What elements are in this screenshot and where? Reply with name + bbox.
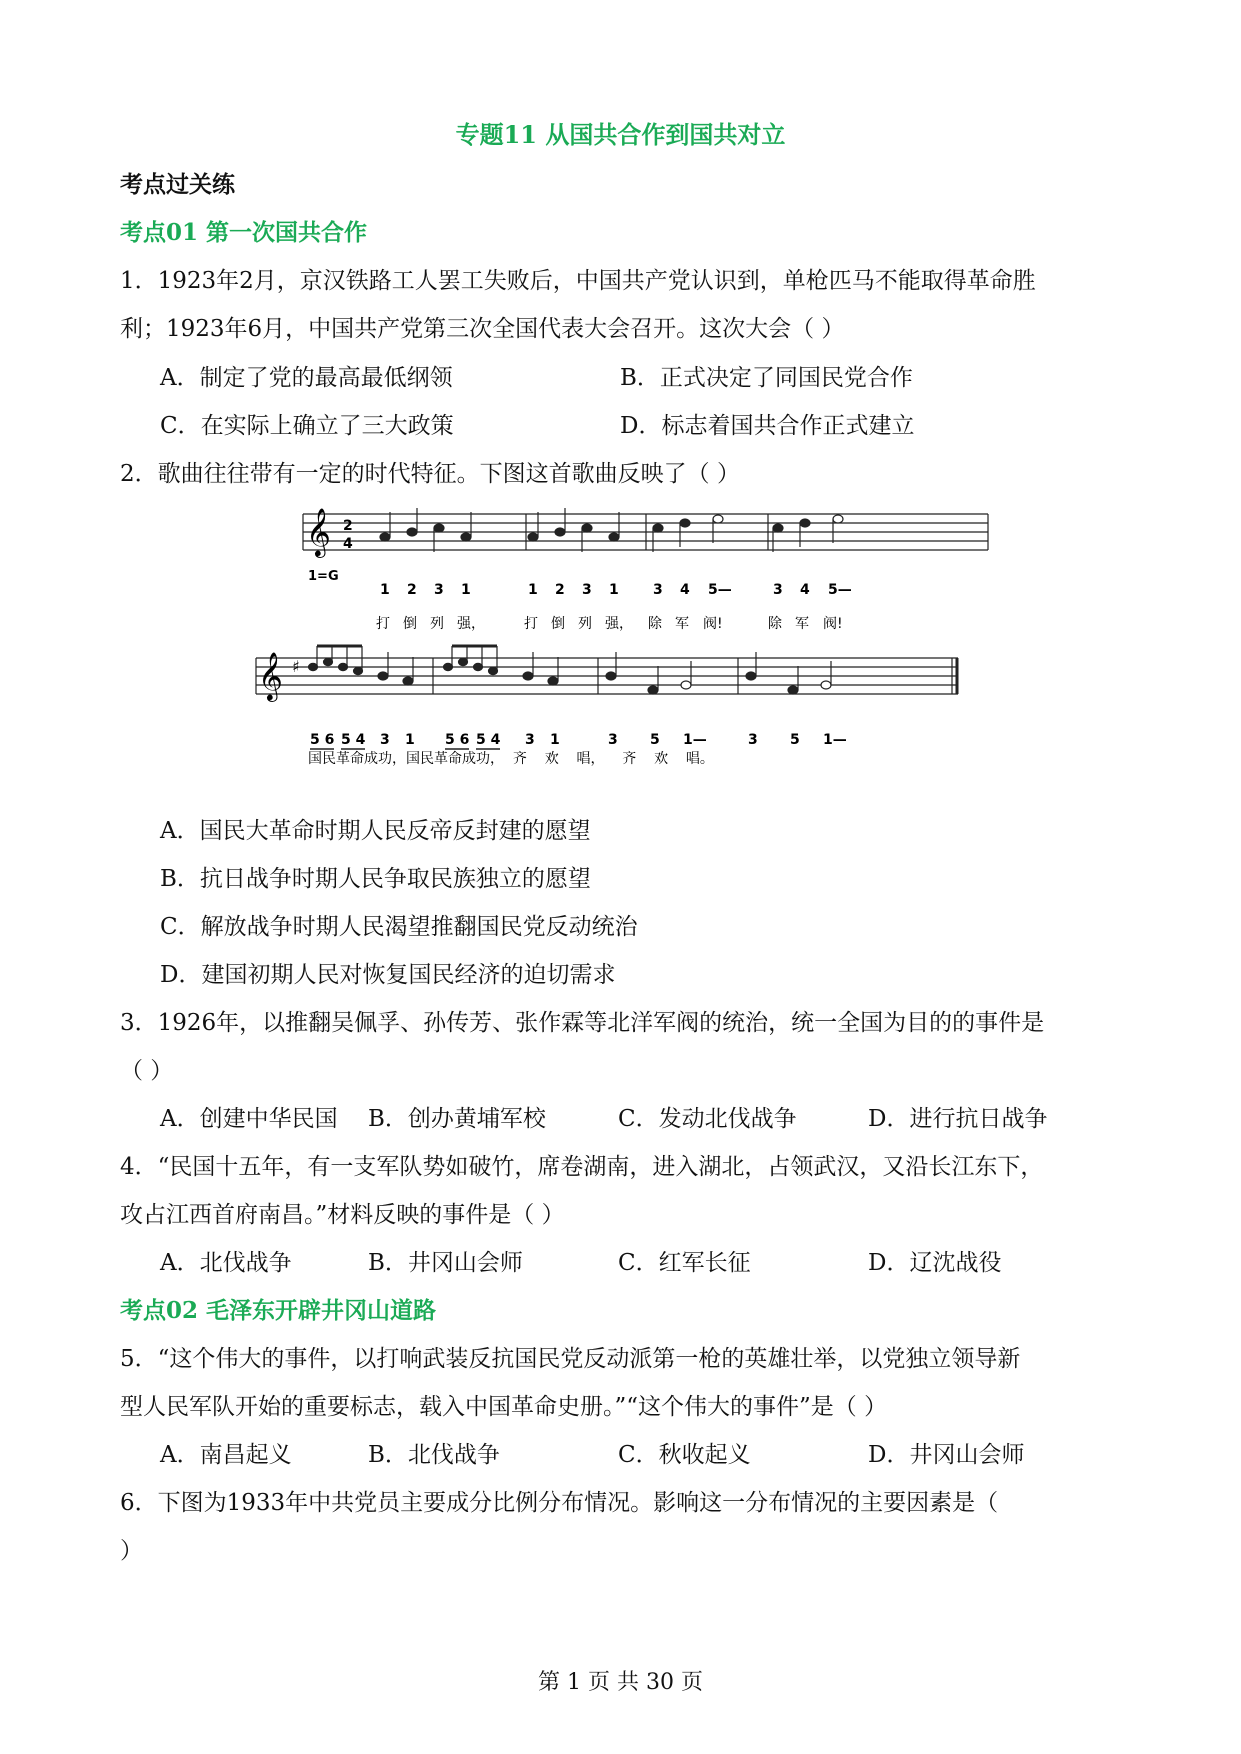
lyric-char: 列 xyxy=(578,616,592,632)
question-2-option-a[interactable]: A．国民大革命时期人民反帝反封建的愿望 xyxy=(160,818,591,844)
jianpu-number: 3 xyxy=(525,732,535,748)
jianpu-number: 1 xyxy=(405,732,415,748)
topic-heading-01: 考点01 第一次国共合作 xyxy=(120,219,368,246)
question-4-option-d[interactable]: D．辽沈战役 xyxy=(868,1250,1002,1276)
treble-clef-icon: 𝄞 xyxy=(306,507,331,556)
question-3-line1: 3．1926年，以推翻吴佩孚、孙传芳、张作霖等北洋军阀的统治，统一全国为目的的事件是 xyxy=(120,1010,1045,1036)
question-4-option-a[interactable]: A．北伐战争 xyxy=(160,1250,292,1276)
jianpu-number: 1— xyxy=(683,732,707,748)
question-1-option-a[interactable]: A．制定了党的最高最低纲领 xyxy=(160,365,453,391)
time-signature-top: 2 xyxy=(343,518,353,534)
question-2-line1: 2．歌曲往往带有一定的时代特征。下图这首歌曲反映了（ ） xyxy=(120,461,740,487)
question-1-option-d[interactable]: D．标志着国共合作正式建立 xyxy=(620,413,915,439)
jianpu-number: 3 xyxy=(773,582,783,598)
question-1-line2: 利；1923年6月，中国共产党第三次全国代表大会召开。这次大会（ ） xyxy=(120,316,845,342)
question-4-line2: 攻占江西首府南昌。”材料反映的事件是（ ） xyxy=(120,1202,565,1228)
jianpu-number: 2 xyxy=(555,582,565,598)
topic-heading-02: 考点02 毛泽东开辟井冈山道路 xyxy=(120,1297,437,1324)
jianpu-number: 1 xyxy=(380,582,390,598)
jianpu-number: 3 xyxy=(582,582,592,598)
lyric-char: 阀! xyxy=(703,616,723,632)
question-3-option-b[interactable]: B．创办黄埔军校 xyxy=(368,1106,546,1132)
question-2-option-c[interactable]: C．解放战争时期人民渴望推翻国民党反动统治 xyxy=(160,914,638,940)
lyric-char: 打 xyxy=(524,616,538,632)
question-3-option-c[interactable]: C．发动北伐战争 xyxy=(618,1106,797,1132)
key-signature-label: 1=G xyxy=(308,569,339,584)
jianpu-number: 5 xyxy=(650,732,660,748)
lyric-char: 强， xyxy=(457,616,485,632)
question-5-option-b[interactable]: B．北伐战争 xyxy=(368,1442,500,1468)
sharp-icon: ♯ xyxy=(292,657,300,676)
sheet-music-figure xyxy=(248,500,998,770)
lyric-char: 除 xyxy=(768,616,782,632)
jianpu-number: 4 xyxy=(800,582,810,598)
question-5-option-d[interactable]: D．井冈山会师 xyxy=(868,1442,1025,1468)
jianpu-number: 1 xyxy=(609,582,619,598)
lyric-char: 军 xyxy=(795,616,809,632)
jianpu-number: 1 xyxy=(550,732,560,748)
question-1-option-c[interactable]: C．在实际上确立了三大政策 xyxy=(160,413,454,439)
lyrics-row-2: 国民革命成功，国民革命成功， 齐 欢 唱， 齐 欢 唱。 xyxy=(308,751,714,767)
jianpu-number: 5— xyxy=(828,582,852,598)
jianpu-number: 1 xyxy=(528,582,538,598)
jianpu-number: 3 xyxy=(608,732,618,748)
treble-clef-icon: 𝄞 xyxy=(258,651,283,700)
page-footer: 第 1 页 共 30 页 xyxy=(538,1670,703,1695)
question-3-line2: （ ） xyxy=(120,1058,174,1084)
jianpu-number: 3 xyxy=(380,732,390,748)
question-1-option-b[interactable]: B．正式决定了同国民党合作 xyxy=(620,365,913,391)
jianpu-number: 5— xyxy=(708,582,732,598)
page-title: 专题11 从国共合作到国共对立 xyxy=(455,120,786,149)
jianpu-number: 1 xyxy=(461,582,471,598)
question-4-option-c[interactable]: C．红军长征 xyxy=(618,1250,751,1276)
jianpu-number: 5 6 xyxy=(310,732,335,748)
question-6-line1: 6．下图为1933年中共党员主要成分比例分布情况。影响这一分布情况的主要因素是（ xyxy=(120,1490,999,1516)
jianpu-number: 2 xyxy=(407,582,417,598)
lyric-char: 打 xyxy=(376,616,390,632)
question-1-line1: 1．1923年2月，京汉铁路工人罢工失败后，中国共产党认识到，单枪匹马不能取得革命胜 xyxy=(120,268,1036,294)
question-5-option-a[interactable]: A．南昌起义 xyxy=(160,1442,292,1468)
question-2-option-d[interactable]: D．建国初期人民对恢复国民经济的迫切需求 xyxy=(160,962,616,988)
question-3-option-a[interactable]: A．创建中华民国 xyxy=(160,1106,338,1132)
jianpu-number: 1— xyxy=(823,732,847,748)
question-2-option-b[interactable]: B．抗日战争时期人民争取民族独立的愿望 xyxy=(160,866,591,892)
lyric-char: 除 xyxy=(648,616,662,632)
jianpu-number: 4 xyxy=(680,582,690,598)
lyric-char: 军 xyxy=(675,616,689,632)
lyric-char: 强， xyxy=(605,616,633,632)
jianpu-number: 3 xyxy=(748,732,758,748)
question-4-line1: 4．“民国十五年，有一支军队势如破竹，席卷湖南，进入湖北，占领武汉，又沿长江东下， xyxy=(120,1154,1044,1180)
time-signature-bottom: 4 xyxy=(343,536,353,552)
lyric-char: 倒 xyxy=(551,616,565,632)
question-5-option-c[interactable]: C．秋收起义 xyxy=(618,1442,751,1468)
question-4-option-b[interactable]: B．井冈山会师 xyxy=(368,1250,523,1276)
jianpu-number: 3 xyxy=(434,582,444,598)
jianpu-number: 5 6 xyxy=(445,732,470,748)
question-5-line1: 5．“这个伟大的事件，以打响武装反抗国民党反动派第一枪的英雄壮举，以党独立领导新 xyxy=(120,1346,1021,1372)
section-heading: 考点过关练 xyxy=(120,171,235,198)
jianpu-number: 5 4 xyxy=(341,732,366,748)
question-5-line2: 型人民军队开始的重要标志，载入中国革命史册。”“这个伟大的事件”是（ ） xyxy=(120,1394,888,1420)
lyric-char: 阀! xyxy=(823,616,843,632)
jianpu-number: 5 xyxy=(790,732,800,748)
lyric-char: 倒 xyxy=(403,616,417,632)
question-6-line2: ） xyxy=(120,1538,143,1564)
jianpu-number: 5 4 xyxy=(476,732,501,748)
question-3-option-d[interactable]: D．进行抗日战争 xyxy=(868,1106,1048,1132)
lyric-char: 列 xyxy=(430,616,444,632)
jianpu-number: 3 xyxy=(653,582,663,598)
